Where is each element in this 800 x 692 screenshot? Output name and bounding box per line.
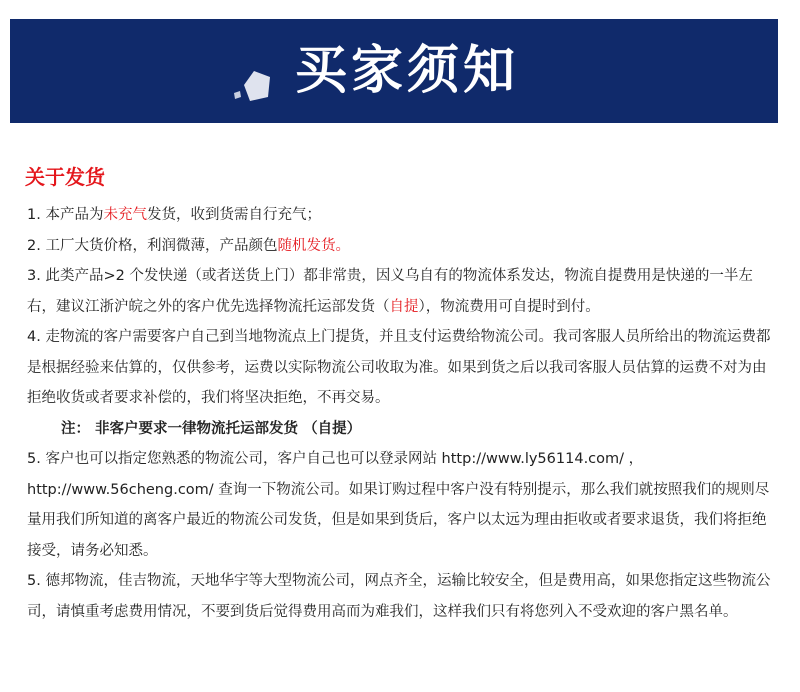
banner-title: 买家须知 — [295, 40, 520, 101]
list-item: 4. 走物流的客户需要客户自己到当地物流点上门提货，并且支付运费给物流公司。我司客服人员所给出的物流运费都是根据经验来估算的，仅供参考，运费以实际物流公司收取为准。如果到货之后以我司客服人员估算的运费不对为由拒绝收货或者要求补偿的，我们将坚决拒绝，不再交易。 — [27, 329, 771, 406]
content-body — [27, 200, 772, 627]
item-text: 1. 本产品为 — [27, 207, 104, 223]
list-item — [27, 261, 772, 322]
item-text: ），物流费用可自提时到付。 — [418, 298, 600, 315]
highlight-text: 自提 — [389, 298, 419, 315]
item-text: 2. 工厂大货价格，利润微薄，产品颜色 — [27, 237, 278, 254]
highlight-text: 未充气 — [103, 207, 147, 223]
banner — [10, 19, 778, 123]
list-item: 5. 客户也可以指定您熟悉的物流公司，客户自己也可以登录网站 http://www.ly56114.com/ ，http://www.56cheng.com/ 查询一下物流公司。如果订购过程中客户没有特别提示，那么我们就按照我们的规则尽量用我们所知道的离客户最近的物流公司发货，但是如果到货后，客户以太远为理由拒收或者要求退货，我们将拒绝接受，请务必知悉。 — [27, 451, 770, 559]
list-item: 5. 德邦物流，佳吉物流，天地华宇等大型物流公司，网点齐全，运输比较安全，但是费用高，如果您指定这些物流公司，请慎重考虑费用情况，不要到货后觉得费用高而为难我们，这样我们只有将您列入不受欢迎的客户黑名单。 — [27, 573, 771, 620]
section-title: 关于发货 — [25, 165, 105, 189]
item-text: 3. 此类产品>2 个发快递（或者送货上门）都非常贵，因义乌自有的物流体系发达，物流自提费用是快递的一半左右，建议江浙沪皖之外的客户优先选择物流托运部发货（ — [27, 268, 753, 315]
note-text: 注： 非客户要求一律物流托运部发货 （自提） — [61, 420, 362, 437]
decorative-polygon-icon — [228, 67, 276, 109]
list-item — [27, 231, 772, 262]
item-text: 发货，收到货需自行充气； — [146, 207, 321, 223]
list-item — [27, 200, 772, 231]
highlight-text: 随机发货。 — [277, 237, 350, 254]
